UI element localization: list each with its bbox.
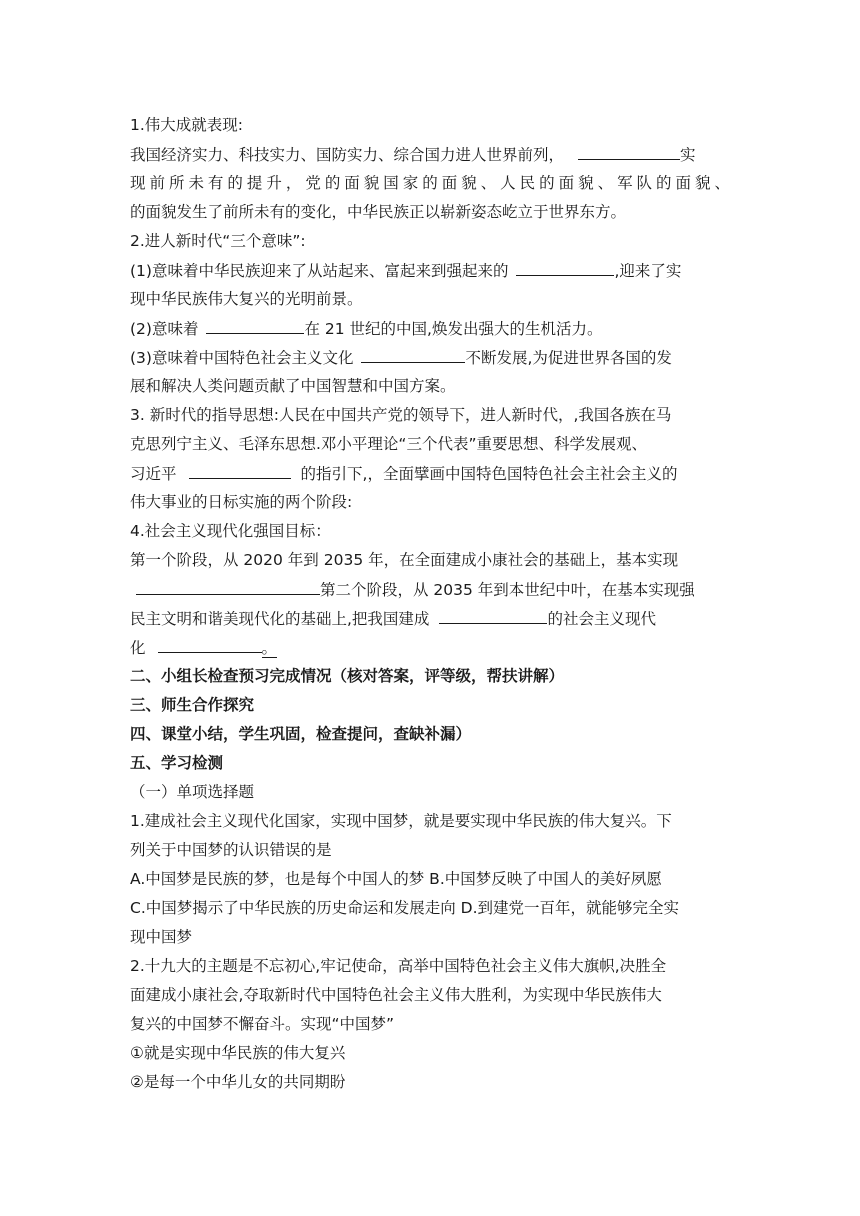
section1-heading: 1.伟大成就表现: <box>130 116 244 134</box>
section2-text: ,迎来了实 <box>614 262 682 280</box>
section1-text: 实 <box>680 146 696 164</box>
section4-text: 的社会主义现代 <box>547 610 656 628</box>
section3-line1: 3. 新时代的指导思想:人民在中国共产党的领导下，进人新时代，,我国各族在马 <box>130 406 672 424</box>
section2-item2 <box>130 317 730 340</box>
question2-line1: 2.十九大的主题是不忘初心,牢记使命，高举中国特色社会主义伟大旗帜,决胜全 <box>130 957 667 975</box>
section4-text: 化 <box>130 639 146 657</box>
question1-options-ab: A.中国梦是民族的梦，也是每个中国人的梦 B.中国梦反映了中国人的美好夙愿 <box>130 870 662 888</box>
section1-line3: 的面貌发生了前所未有的变化，中华民族正以崭新姿态屹立于世界东方。 <box>130 203 627 221</box>
section4-line2 <box>130 578 730 601</box>
heading-3: 三、师生合作探究 <box>130 696 255 714</box>
fill-blank[interactable] <box>516 259 614 276</box>
section2-text: (3)意味着中国特色社会主义文化 <box>130 349 354 367</box>
section4-text: 第二个阶段，从 2035 年到本世纪中叶，在基本实现强 <box>320 581 695 599</box>
fill-blank[interactable] <box>439 607 547 624</box>
fill-blank[interactable] <box>578 143 680 160</box>
question1-options-cd-cont: 现中国梦 <box>130 928 193 946</box>
section4-text: 。 <box>261 639 278 657</box>
question1-options-cd: C.中国梦揭示了中华民族的历史命运和发展走向 D.到建党一百年，就能够完全实 <box>130 899 680 917</box>
section3-text: 习近平 <box>130 465 177 483</box>
heading-5: 五、学习检测 <box>130 754 224 772</box>
section4-line4 <box>130 636 730 659</box>
section4-line3 <box>130 607 730 630</box>
fill-blank[interactable] <box>361 346 465 363</box>
section2-text: (2)意味着 <box>130 320 199 338</box>
question2-line3: 复兴的中国梦不懈奋斗。实现“中国梦” <box>130 1015 395 1033</box>
heading-2: 二、小组长检查预习完成情况（核对答案，评等级，帮扶讲解） <box>130 667 565 685</box>
section2-item1-line2: 现中华民族伟大复兴的光明前景。 <box>130 290 363 308</box>
question1-line1: 1.建成社会主义现代化国家，实现中国梦，就是要实现中华民族的伟大复兴。下 <box>130 812 672 830</box>
section3-text: 的指引下,，全面擘画中国特色国特色社会主社会主义的 <box>300 465 678 483</box>
section2-item3-line1 <box>130 346 730 369</box>
exercise-subheading: （一）单项选择题 <box>130 783 255 801</box>
question2-statement-1: ①就是实现中华民族的伟大复兴 <box>130 1044 346 1062</box>
section2-text: 不断发展,为促进世界各国的发 <box>465 349 672 367</box>
section2-item1-line1 <box>130 259 730 282</box>
fill-blank[interactable] <box>158 636 262 653</box>
section3-line4: 伟大事业的日标实施的两个阶段: <box>130 493 353 511</box>
fill-blank[interactable] <box>189 462 291 479</box>
section2-text: (1)意味着中华民族迎来了从站起来、富起来到强起来的 <box>130 262 509 280</box>
section1-line1 <box>130 143 730 166</box>
section2-heading: 2.进人新时代“三个意味”: <box>130 232 306 250</box>
section1-line2: 现前所未有的提升，党的面貌国家的面貌、人民的面貌、军队的面貌、 <box>130 174 730 192</box>
heading-4: 四、课堂小结，学生巩固，检查提问，查缺补漏） <box>130 725 472 743</box>
question1-line2: 列关于中国梦的认识错误的是 <box>130 841 332 859</box>
section2-text: 在 21 世纪的中国,焕发出强大的生机活力。 <box>304 320 603 338</box>
fill-blank[interactable] <box>136 578 320 595</box>
section4-text: 民主文明和谐美现代化的基础上,把我国建成 <box>130 610 430 628</box>
question2-line2: 面建成小康社会,夺取新时代中国特色社会主义伟大胜利，为实现中华民族伟大 <box>130 986 662 1004</box>
section4-heading: 4.社会主义现代化强国目标： <box>130 522 331 540</box>
fill-blank[interactable] <box>206 317 304 334</box>
section2-item3-line2: 展和解决人类问题贡献了中国智慧和中国方案。 <box>130 377 456 395</box>
section3-line2: 克思列宁主义、毛泽东思想.邓小平理论“三个代表”重要思想、科学发展观、 <box>130 435 647 453</box>
section4-line1: 第一个阶段，从 2020 年到 2035 年，在全面建成小康社会的基础上，基本实现 <box>130 551 679 569</box>
section3-line3 <box>130 462 730 485</box>
question2-statement-2: ②是每一个中华儿女的共同期盼 <box>130 1073 346 1091</box>
section1-text: 我国经济实力、科技实力、国防实力、综合国力进人世界前列， <box>130 146 565 164</box>
